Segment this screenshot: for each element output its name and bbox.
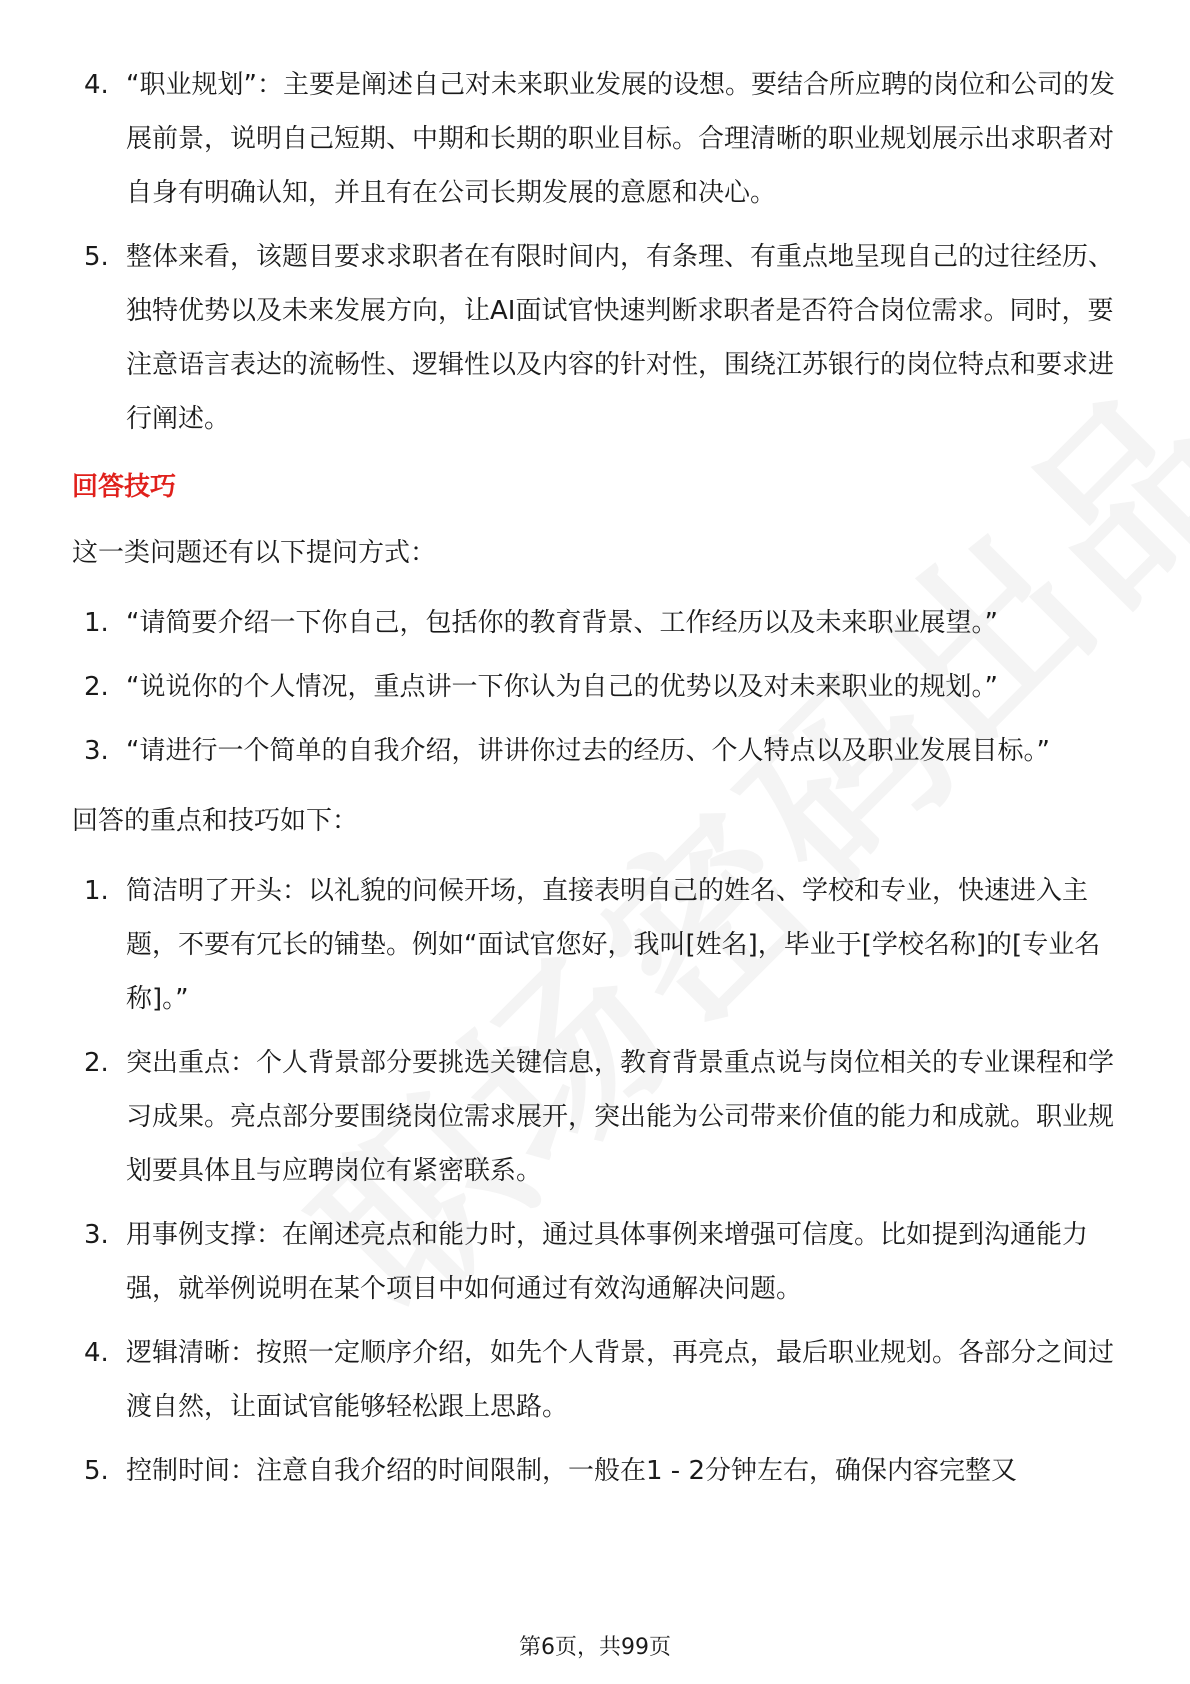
- list-questions: [72, 596, 1122, 778]
- list-text: “请简要介绍一下你自己，包括你的教育背景、工作经历以及未来职业展望。”: [126, 608, 998, 638]
- list-item: [72, 1444, 1122, 1498]
- intro2-paragraph: 回答的重点和技巧如下：: [72, 806, 359, 836]
- list-item: [72, 724, 1122, 778]
- list-number: 4.: [84, 70, 109, 100]
- list-item: [72, 230, 1122, 446]
- list-item: [72, 1208, 1122, 1316]
- list-tips: [72, 864, 1122, 1498]
- list-text: 简洁明了开头：以礼貌的问候开场，直接表明自己的姓名、学校和专业，快速进入主题，不要有冗长的铺垫。例如“面试官您好，我叫[姓名]，毕业于[学校名称]的[专业名称]。”: [126, 876, 1101, 1014]
- list-number: 3.: [84, 1220, 109, 1250]
- list-number: 1.: [84, 876, 109, 906]
- list-text: 控制时间：注意自我介绍的时间限制，一般在1 - 2分钟左右，确保内容完整又: [126, 1456, 1017, 1486]
- list-item: [72, 660, 1122, 714]
- list-text: “说说你的个人情况，重点讲一下你认为自己的优势以及对未来职业的规划。”: [126, 672, 998, 702]
- list-text: “请进行一个简单的自我介绍，讲讲你过去的经历、个人特点以及职业发展目标。”: [126, 736, 1050, 766]
- section-title: 回答技巧: [72, 472, 177, 502]
- list-text: “职业规划”：主要是阐述自己对未来职业发展的设想。要结合所应聘的岗位和公司的发展前景，说明自己短期、中期和长期的职业目标。合理清晰的职业规划展示出求职者对自身有明确认知，并且有在公司长期发展的意愿和决心。: [126, 70, 1115, 208]
- list-item: [72, 1326, 1122, 1434]
- list-item: [72, 1036, 1122, 1198]
- list-number: 5.: [84, 242, 109, 272]
- list-text: 整体来看，该题目要求求职者在有限时间内，有条理、有重点地呈现自己的过往经历、独特优势以及未来发展方向，让AI面试官快速判断求职者是否符合岗位需求。同时，要注意语言表达的流畅性、逻辑性以及内容的针对性，围绕江苏银行的岗位特点和要求进行阐述。: [126, 242, 1115, 434]
- list-number: 2.: [84, 1048, 109, 1078]
- page-number-footer: 第6页，共99页: [519, 1635, 671, 1660]
- list-item: [72, 864, 1122, 1026]
- list-number: 2.: [84, 672, 109, 702]
- list-text: 逻辑清晰：按照一定顺序介绍，如先个人背景，再亮点，最后职业规划。各部分之间过渡自然，让面试官能够轻松跟上思路。: [126, 1338, 1115, 1422]
- list-number: 3.: [84, 736, 109, 766]
- list-number: 4.: [84, 1338, 109, 1368]
- list-item: [72, 596, 1122, 650]
- list-text: 突出重点：个人背景部分要挑选关键信息，教育背景重点说与岗位相关的专业课程和学习成果。亮点部分要围绕岗位需求展开，突出能为公司带来价值的能力和成就。职业规划要具体且与应聘岗位有紧密联系。: [126, 1048, 1115, 1186]
- intro-paragraph: 这一类问题还有以下提问方式：: [72, 538, 437, 568]
- list-number: 5.: [84, 1456, 109, 1486]
- list-item: [72, 58, 1122, 220]
- list-analysis: [72, 58, 1122, 446]
- list-number: 1.: [84, 608, 109, 638]
- list-text: 用事例支撑：在阐述亮点和能力时，通过具体事例来增强可信度。比如提到沟通能力强，就举例说明在某个项目中如何通过有效沟通解决问题。: [126, 1220, 1089, 1304]
- page-content: [72, 58, 1122, 1508]
